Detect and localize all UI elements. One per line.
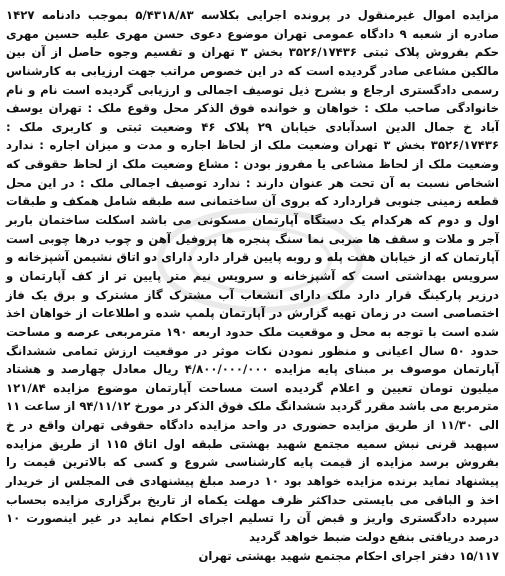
footer-number: ۱۵/۱۱۷ [459, 548, 499, 563]
notice-body: مزایده اموال غیرمنقول در پرونده اجرایی بکلاسه ۵/۴۳۱۸/۸۳ بموجب دادنامه ۱۴۲۷ صادره از شعبه ۹ دادگاه عمومی تهران موضوع دعوی حسن مهری علیه حسین مهری حکم بفروش پلاک ثبتی ۳۵۲۶/۱۷۴۳۶ بخش ۳ تهران و تقسیم وجوه حاصل از آن بین مالکین مشاعی صادر گردیده است که در این خصوص مراتب جهت ارزیابی به کارشناس رسمی دادگستری ارجاع و بشرح ذیل توصیف اجمالی و ارزیابی گردیده است نام و نام خانوادگی صاحب ملک : خواهان و خوانده فوق الذکر محل وقوع ملک : تهران یوسف آباد خ جمال الدین اسدآبادی خیابان ۲۹ پلاک ۴۶ وضعیت ثبتی و کاربری ملک : ۳۵۲۶/۱۷۴۳۶ بخش ۳ تهران وضعیت ملک از لحاظ اجاره و مدت و میزان اجاره : ندارد وضعیت ملک از لحاظ مشاعی یا مفروز بودن : مشاع وضعیت ملک از لحاظ حقوقی که اشخاص نسبت به آن تحت هر عنوان دارند : ندارد توصیف اجمالی ملک : در این محل قطعه زمینی جنوبی قراردارد که بروی آن ساختمانی سه طبقه شامل همکف و طبقات اول و دوم که هرکدام یک دستگاه آپارتمان مسکونی می باشد اسکلت ساختمان باربر آجر و ملات و سقف ها ضربی نما سنگ پنجره ها پروفیل آهن و چوب درها چوبی است آپارتمان که از خیابان هفت پله و روبه پایین قرار دارد دارای دو اتاق نشیمن آشپزخانه و سرویس بهداشتی است که آشپزخانه و سرویس نیم متر پایین تر از کف آپارتمان و درزیر پارکینگ قرار دارد ملک دارای انشعاب آب مشترک گاز مشترک و برق یک فاز اختصاصی است در زمان تهیه گزارش در آپارتمان پلمپ شده و اطلاعات از خواهان اخذ شده است با توجه به محل و موقعیت ملک حدود اربعه ۱۹۰ مترمربعی عرصه و مساحت حدود ۵۰ سال اعیانی و منظور نمودن نکات موثر در موقعیت ارزش تمامی ششدانگ آپارتمان موصوف بر مبنای پایه مزایده ۴/۸۰۰/۰۰۰/۰۰۰ ریال معادل چهارصد و هشتاد میلیون تومان تعیین و اعلام گردیده است مساحت آپارتمان موضوع مزایده ۱۲۱/۸۴ مترمربع می باشد مقرر گردید ششدانگ ملک فوق الذکر در مورخ ۹۴/۱۱/۱۲ از ساعت ۱۱ الی ۱۱/۳۰ از طریق مزایده حضوری در واحد مزایده دادگاه حقوقی تهران واقع در خ سپهبد قرنی نبش سمیه مجتمع شهید بهشتی طبقه اول اتاق ۱۱۵ از طریق مزایده بفروش برسد مزایده از قیمت پایه کارشناسی شروع و کسی که بالاترین قیمت را پیشنهاد نماید برنده مزایده خواهد بود ۱۰ درصد مبلغ پیشنهادی فی المجلس از خریدار اخذ و الباقی می بایستی حداکثر ظرف مهلت یکماه از تاریخ برگزاری مزایده بحساب سپرده دادگستری واریز و قبض آن را تسلیم اجرای احکام نماید در غیر اینصورت ۱۰ درصد دریافتی بنفع دولت ضبط خواهد گردید [6, 8, 500, 544]
footer-word: احکام [355, 548, 388, 563]
footer-word: مجتمع [314, 548, 352, 563]
footer-word: اجرای [391, 548, 426, 563]
auction-notice [6, 6, 499, 570]
notice-footer [6, 547, 499, 566]
footer-word: دفتر [429, 548, 456, 563]
footer-word: شهید [280, 548, 311, 563]
footer-word: تهران [198, 548, 232, 563]
footer-word: بهشتی [235, 548, 277, 563]
